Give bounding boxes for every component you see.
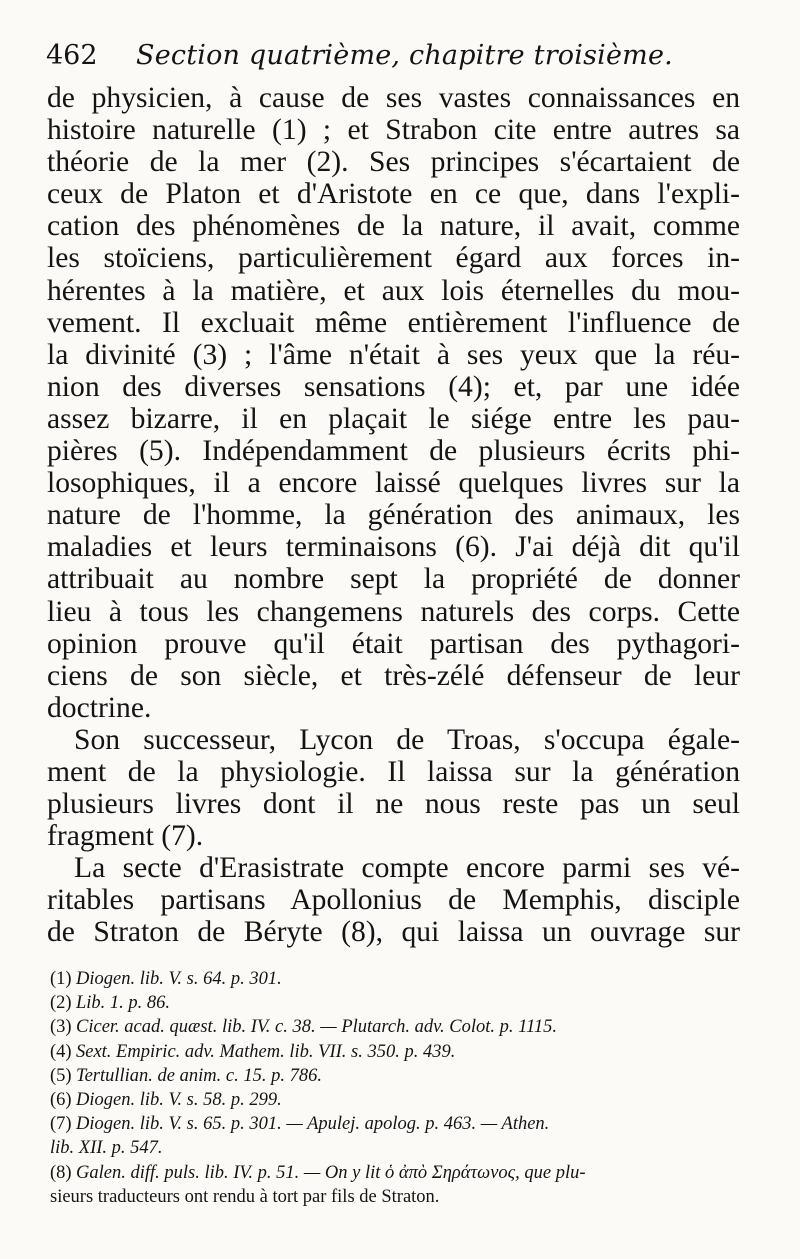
footnote-number: (6) [50,1089,72,1110]
body-text [47,82,740,949]
text-line: ciens de son siècle, et très-zélé défenseur de leur [47,659,740,692]
text-line: hérentes à la matière, et aux lois éternelles du mou- [47,274,740,307]
text-line: nature de l'homme, la génération des animaux, les [47,499,740,532]
text-line: les stoïciens, particulièrement égard aux forces in- [47,242,740,275]
text-line: vement. Il excluait même entièrement l'influence de [47,306,740,339]
text-line: ment de la physiologie. Il laissa sur la génération [47,755,740,788]
text-line: de physicien, à cause de ses vastes connaissances en [47,82,740,114]
footnote [50,991,740,1015]
page-number: 462 [46,40,98,71]
footnote-text: Tertullian. de anim. c. 15. p. 786. [76,1065,322,1086]
footnote-number: (8) [50,1162,72,1183]
footnote-text: Diogen. lib. V. s. 58. p. 299. [76,1089,282,1110]
text-line: losophiques, il a encore laissé quelques livres sur la [47,467,740,500]
text-line: assez bizarre, il en plaçait le siége entre les pau- [47,402,740,435]
text-line: plusieurs livres dont il ne nous reste pas un seul [47,788,740,821]
footnote-text: Sext. Empiric. adv. Mathem. lib. VII. s. 350. p. 439. [76,1041,456,1062]
footnote-number: (4) [50,1041,72,1062]
running-title: Section quatrième, chapitre troisième. [136,40,673,71]
footnote-text: Diogen. lib. V. s. 65. p. 301. — Apulej. apolog. p. 463. — Athen. [76,1114,550,1135]
footnote [50,1064,740,1088]
footnote [50,1015,740,1039]
footnote-number: (1) [50,969,72,989]
footnotes [50,967,740,1209]
footnote-number: (7) [50,1114,72,1135]
text-line: la divinité (3) ; l'âme n'était à ses yeux que la réu- [47,338,740,371]
text-line: maladies et leurs terminaisons (6). J'ai déjà dit qu'il [47,531,740,564]
running-header [46,40,746,84]
footnote-text: Lib. 1. p. 86. [76,993,171,1014]
footnote-continuation [50,1136,740,1160]
footnote-number: (5) [50,1065,72,1086]
footnote-text: Cicer. acad. quæst. lib. IV. c. 38. — Plutarch. adv. Colot. p. 1115. [76,1017,557,1038]
text-line: ceux de Platon et d'Aristote en ce que, dans l'expli- [47,178,740,211]
footnote [50,1161,740,1185]
text-line: fragment (7). [47,820,204,853]
text-line: Son successeur, Lycon de Troas, s'occupa égale- [74,723,740,756]
footnote-text: lib. XII. p. 547. [50,1138,163,1159]
footnote-number: (3) [50,1017,72,1038]
text-line: lieu à tous les changemens naturels des corps. Cette [47,595,740,628]
text-line: de Straton de Béryte (8), qui laissa un ouvrage sur [47,916,740,949]
footnote [50,1040,740,1064]
text-line: histoire naturelle (1) ; et Strabon cite entre autres sa [47,114,740,147]
text-line: nion des diverses sensations (4); et, par une idée [47,370,740,403]
text-line: doctrine. [47,691,152,724]
footnote [50,967,740,991]
text-line: ritables partisans Apollonius de Memphis, disciple [47,884,740,917]
text-line: opinion prouve qu'il était partisan des pythagori- [47,627,740,660]
footnote-text: sieurs traducteurs ont rendu à tort par fils de Straton. [50,1186,440,1207]
text-line: cation des phénomènes de la nature, il avait, comme [47,210,740,243]
footnote [50,1112,740,1136]
text-line: théorie de la mer (2). Ses principes s'écartaient de [47,146,740,179]
text-line: attribuait au nombre sept la propriété de donner [47,563,740,596]
footnote-number: (2) [50,993,72,1014]
footnote [50,1088,740,1112]
footnote-text: Diogen. lib. V. s. 64. p. 301. [76,969,282,989]
text-line: La secte d'Erasistrate compte encore parmi ses vé- [74,852,740,885]
text-line: pières (5). Indépendamment de plusieurs écrits phi- [47,435,740,468]
footnote-continuation [50,1185,740,1209]
footnote-text: Galen. diff. puls. lib. IV. p. 51. — On y lit ὁ ἀπὸ Σηράτωνος, que plu- [76,1162,586,1183]
